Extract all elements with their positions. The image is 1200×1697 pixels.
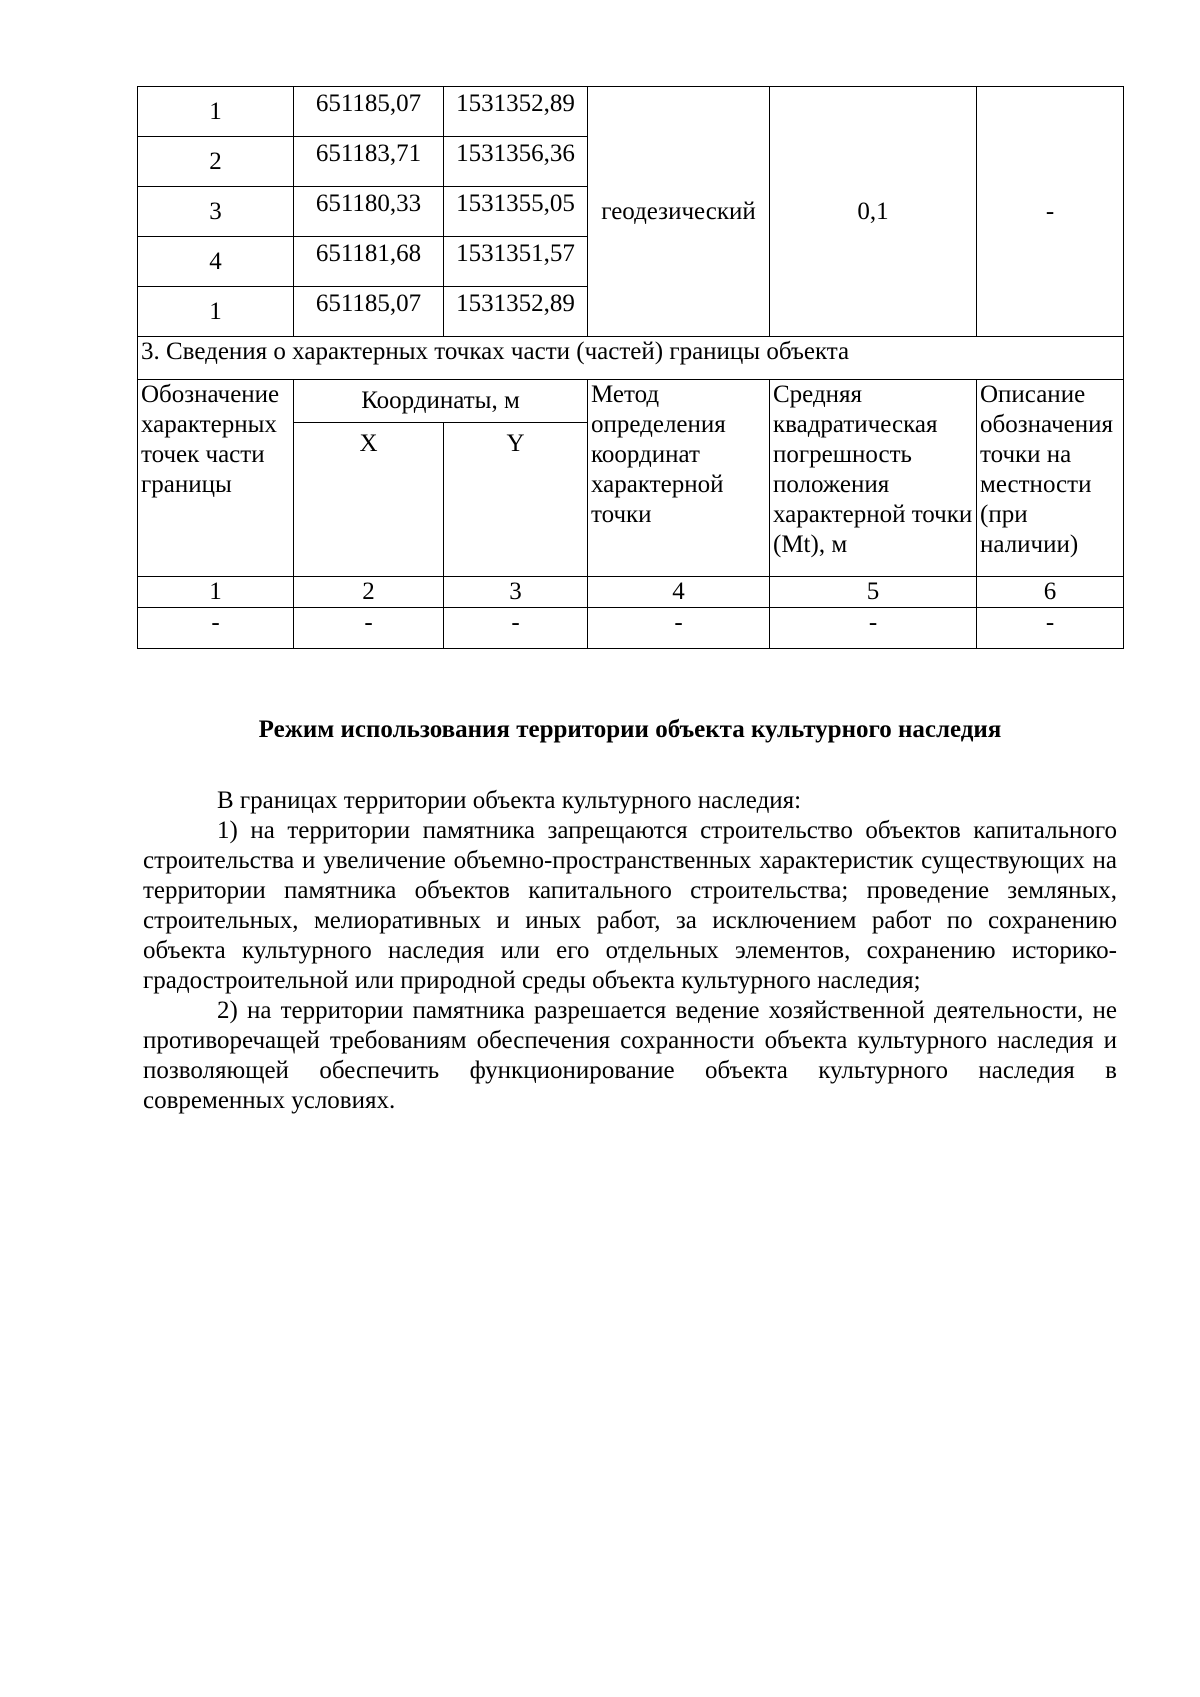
coord-x: 651183,71 (294, 137, 444, 187)
header-row (138, 380, 1124, 423)
column-number: 4 (588, 577, 770, 608)
coord-x: 651181,68 (294, 237, 444, 287)
coord-y: 1531352,89 (444, 87, 588, 137)
header-method: Метод определения координат характерной точки (588, 380, 770, 577)
column-number: 2 (294, 577, 444, 608)
header-coords: Координаты, м (294, 380, 588, 423)
header-x: X (294, 423, 444, 577)
dash-cell: - (294, 608, 444, 649)
column-number: 6 (977, 577, 1124, 608)
table-row (138, 87, 1124, 137)
header-error: Средняя квадратическая погрешность положения характерной точки (Mt), м (770, 380, 977, 577)
header-designation: Обозначение характерных точек части границы (138, 380, 294, 577)
description-cell: - (977, 87, 1124, 337)
point-number: 2 (138, 137, 294, 187)
coord-y: 1531352,89 (444, 287, 588, 337)
column-number: 3 (444, 577, 588, 608)
method-cell: геодезический (588, 87, 770, 337)
coord-x: 651185,07 (294, 87, 444, 137)
section-title-row (138, 337, 1124, 380)
coord-y: 1531351,57 (444, 237, 588, 287)
point-number: 4 (138, 237, 294, 287)
column-number: 5 (770, 577, 977, 608)
coord-x: 651185,07 (294, 287, 444, 337)
dash-cell: - (444, 608, 588, 649)
header-y: Y (444, 423, 588, 577)
dash-cell: - (770, 608, 977, 649)
dash-cell: - (138, 608, 294, 649)
dash-cell: - (588, 608, 770, 649)
error-cell: 0,1 (770, 87, 977, 337)
section3-title: 3. Сведения о характерных точках части (частей) границы объекта (138, 337, 1124, 380)
coordinates-table (137, 86, 1124, 649)
paragraph: В границах территории объекта культурного наследия: (217, 787, 802, 814)
table-row (138, 608, 1124, 649)
dash-cell: - (977, 608, 1124, 649)
header-description: Описание обозначения точки на местности (при наличии) (977, 380, 1124, 577)
coord-y: 1531355,05 (444, 187, 588, 237)
coord-y: 1531356,36 (444, 137, 588, 187)
column-numbers-row (138, 577, 1124, 608)
column-number: 1 (138, 577, 294, 608)
paragraph: 1) на территории памятника запрещаются строительство объектов капитального строительства и увеличение объемно-пространственных характеристик существующих на территории памятника объектов капитального строительства; проведение земляных, строительных, мелиоративных и иных работ, за исключением работ по сохранению объекта культурного наследия или его отдельных элементов, сохранению историко-градостроительной или природной среды объекта культурного наследия; (143, 817, 1117, 994)
point-number: 1 (138, 87, 294, 137)
point-number: 1 (138, 287, 294, 337)
point-number: 3 (138, 187, 294, 237)
paragraph: 2) на территории памятника разрешается ведение хозяйственной деятельности, не противоречащей требованиям обеспечения сохранности объекта культурного наследия и позволяющей обеспечить функционирование объекта культурного наследия в современных условиях. (143, 997, 1117, 1114)
section-heading: Режим использования территории объекта культурного наследия (258, 716, 1002, 743)
body-text (143, 786, 1117, 1116)
coord-x: 651180,33 (294, 187, 444, 237)
